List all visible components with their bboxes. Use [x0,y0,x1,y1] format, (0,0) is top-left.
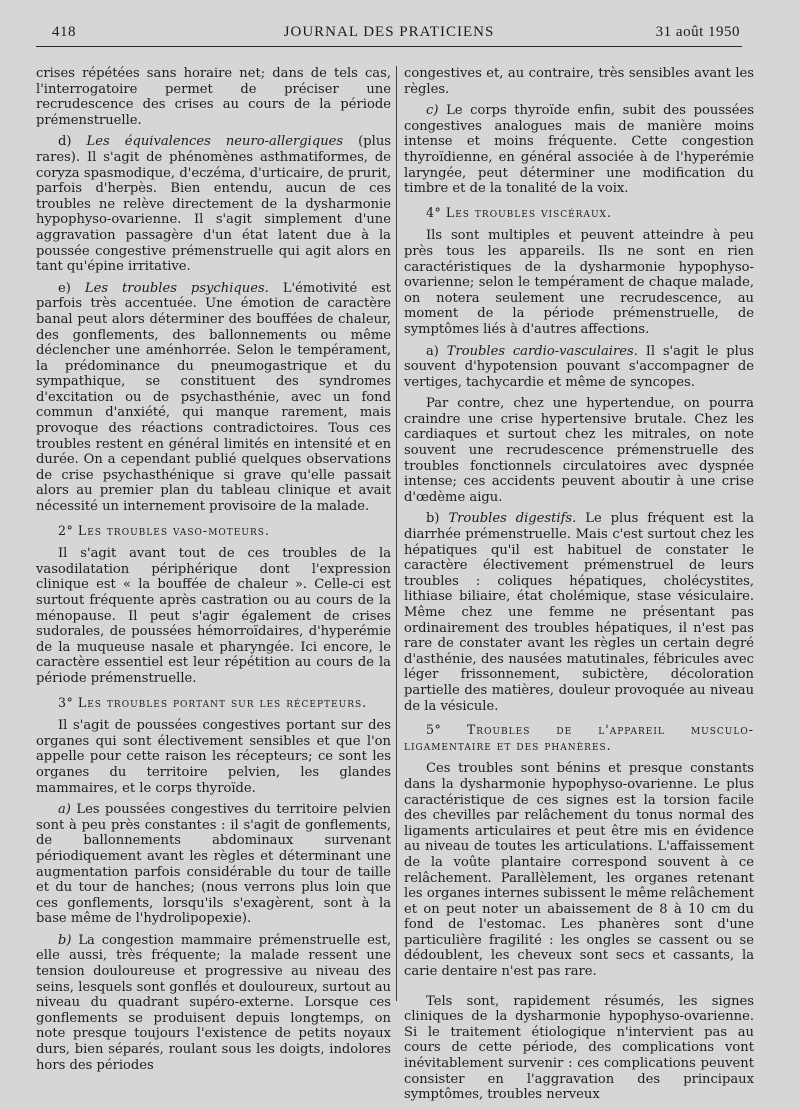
paragraph-d [36,134,391,274]
column-divider [396,66,397,1001]
section-heading [36,695,391,711]
item-title: Troubles cardio-vasculaires. [446,343,638,359]
right-column [404,66,754,1109]
item-text: Les poussées congestives du territoire pelvien sont à peu près constantes : il s'agit de gonflements, de ballonnements abdominaux survenant périodiquement avant les règles et déterminant une augmentation parfois considérable du tour de taille et du tour de hanches; (nous verrons plus loin que ces gonflements, lorsqu'ils s'exagèrent, sont à la base même de l'hydrolipopexie). [36,802,391,927]
paragraph-a [404,344,754,391]
item-text: La congestion mammaire prémenstruelle est, elle aussi, très fréquente; la malade ressent une tension douloureuse et progressive au niveau des seins, lesquels sont gonflés et douloureux, surtout au niveau du quadrant supéro-externe. Lorsque ces gonflements se produisent depuis longtemps, on note presque toujours l'existence de petits noyaux durs, bien séparés, roulant sous les doigts, indolores hors des périodes [36,932,391,1073]
paragraph: Ces troubles sont bénins et presque constants dans la dysharmonie hypophyso-ovarienne. Le plus caractéristique de ces signes est la torsion facile des chevilles par relâchement du tonus normal des ligaments articulaires et peut être mis en évidence au niveau de toutes les articulations. L'affaissement de la voûte plantaire correspond souvent à ce relâchement. Parallèlement, les organes retenant les organes internes subissent le même relâchement et on peut noter un abaissement de 8 à 10 cm du fond de l'estomac. Les phanères sont d'une particulière fragilité : les ongles se cassent ou se dédoublent, les cheveux sont secs et cassants, la carie dentaire n'est pas rare. [404,761,754,980]
item-label: d) [58,134,72,150]
section-title: Troubles de l'appareil musculo-ligamentaire et des phanères. [404,722,754,753]
section-heading [404,722,754,753]
item-label: b) [58,932,72,948]
item-label: a) [426,343,439,359]
section-number: 5° [426,722,442,738]
item-label: e) [58,280,71,296]
paragraph-a [36,802,391,927]
section-heading [36,523,391,539]
section-title: Les troubles viscéraux. [445,204,612,220]
item-title: Troubles digestifs. [448,511,577,527]
paragraph: crises répétées sans horaire net; dans de tels cas, l'interrogatoire permet de préciser une recrudescence des crises au cours de la période prémenstruelle. [36,66,391,128]
paragraph: Tels sont, rapidement résumés, les signes cliniques de la dysharmonie hypophyso-ovarienne. Si le traitement étiologique n'intervient pas au cours de cette période, des complications vont inévitablement survenir : ces complications peuvent consister en l'aggravation des principaux symptômes, troubles nerveux [404,993,754,1103]
item-label: a) [58,802,71,818]
running-header [36,22,742,47]
paragraph: Par contre, chez une hypertendue, on pourra craindre une crise hypertensive brutale. Chez les cardiaques et surtout chez les mitrales, on note souvent une recrudescence prémenstruelle des troubles fonctionnels circulatoires avec dyspnée intense; ces accidents peuvent aboutir à une crise d'œdème aigu. [404,396,754,505]
item-text: Le corps thyroïde enfin, subit des poussées congestives analogues mais de manière moins intense et moins fréquente. Cette congestion thyroïdienne, en général associée à de l'hyperémie laryngée, peut déterminer une modification du timbre et de la tonalité de la voix. [404,103,754,197]
item-text: L'émotivité est parfois très accentuée. Une émotion de caractère banal peut alors déterminer des bouffées de chaleur, des gonflements, des ballonnements ou même déclencher une aménhorrée. Selon le tempérament, la prédominance du pneumogastrique et du sympathique, se constituent des syndromes d'excitation ou de psychasthénie, avec un fond commun d'anxiété, qui manque rarement, mais provoque des réactions contradictoires. Tous ces troubles restent en général limités en intensité et en durée. On a cependant publié quelques observations de crise psychasthénique si grave qu'elle passait alors au premier plan du tableau clinique et avait nécessité un internement provisoire de la malade. [36,280,391,515]
journal-title: JOURNAL DES PRATICIENS [283,24,495,40]
paragraph: Il s'agit avant tout de ces troubles de la vasodilatation périphérique dont l'expression clinique est « la bouffée de chaleur ». Celle-ci est surtout fréquente après castration ou au cours de la ménopause. Il peut s'agir également de crises sudorales, de poussées hémorroïdaires, d'hyperémie de la muqueuse nasale et pharyngée. Ici encore, le caractère essentiel est leur répétition au cours de la période prémenstruelle. [36,546,391,686]
paragraph: Ils sont multiples et peuvent atteindre à peu près tous les appareils. Ils ne sont en rien caractéristiques de la dysharmonie hypophyso-ovarienne; selon le tempérament de chaque malade, on notera seulement une recrudescence, au moment de la période prémenstruelle, de symptômes liés à d'autres affections. [404,228,754,337]
item-label: c) [426,103,439,119]
paragraph-c [404,103,754,197]
paragraph-b [36,933,391,1073]
paragraph: congestives et, au contraire, très sensibles avant les règles. [404,66,754,97]
section-title: Les troubles portant sur les récepteurs. [77,694,368,710]
paragraph-b [404,511,754,714]
left-column [36,66,391,1079]
section-title: Les troubles vaso-moteurs. [77,522,270,538]
paragraph-e [36,281,391,515]
section-heading [404,205,754,221]
section-number: 4° [426,204,442,220]
item-text: Le plus fréquent est la diarrhée prémenstruelle. Mais c'est surtout chez les hépatiques qu'il est habituel de constater le caractère électivement prémenstruel de leurs troubles : coliques hépatiques, cholécystites, lithiase biliaire, état cholémique, stase vésiculaire. Même chez une femme ne présentant pas ordinairement des troubles hépatiques, il n'est pas rare de constater avant les règles un certain degré d'asthénie, des nausées matutinales, fébricules avec léger frissonnement, subictère, décoloration partielle des matières, douleur provoquée au niveau de la vésicule. [404,511,754,714]
issue-date: 31 août 1950 [655,24,740,40]
item-title: Les troubles psychiques. [84,280,269,296]
item-title: Les équivalences neuro-allergiques [86,134,344,150]
section-number: 3° [58,694,74,710]
item-text: (plus rares). Il s'agit de phénomènes asthmatiformes, de coryza spasmodique, d'eczéma, d'urticaire, de prurit, parfois d'herpès. Bien entendu, aucun de ces troubles ne relève directement de la dysharmonie hypophyso-ovarienne. Il s'agit simplement d'une aggravation passagère d'un état latent due à la poussée congestive prémenstruelle qui agit alors en tant qu'épine irritative. [36,134,391,275]
page-number: 418 [52,24,76,40]
item-label: b) [426,511,440,527]
item-text: Il s'agit le plus souvent d'hypotension pouvant s'accompagner de vertiges, tachycardie et même de syncopes. [404,343,755,390]
section-number: 2° [58,522,74,538]
paragraph: Il s'agit de poussées congestives portant sur des organes qui sont électivement sensibles et que l'on appelle pour cette raison les récepteurs; ce sont les organes du territoire pelvien, les glandes mammaires, et le corps thyroïde. [36,718,391,796]
